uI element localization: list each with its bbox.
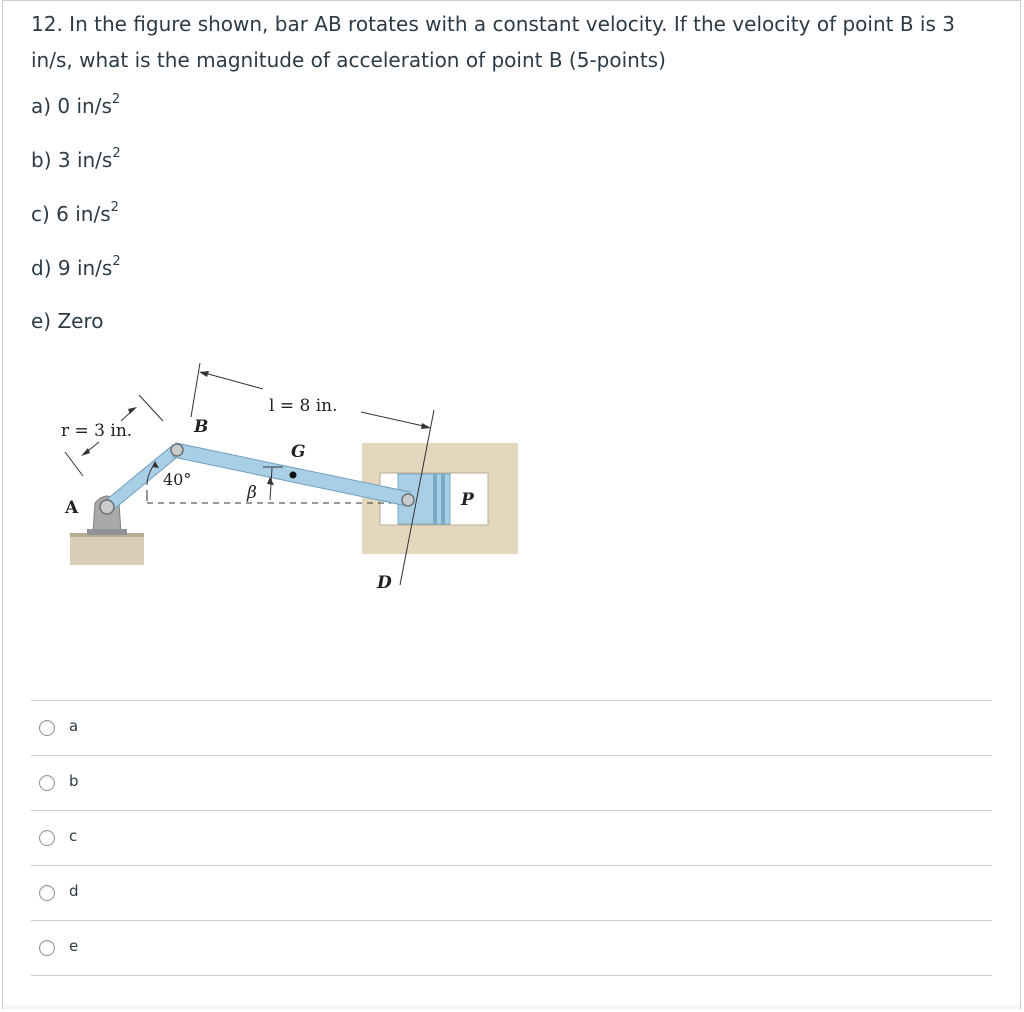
radio-a[interactable] <box>39 720 55 736</box>
answer-label-e: e <box>69 937 79 955</box>
r-dimension-tick-2 <box>139 395 163 421</box>
choice-text-c-exponent: 2 <box>110 200 119 216</box>
answer-option-c[interactable] <box>31 810 992 865</box>
label-beta: β <box>247 483 257 503</box>
choice-text-c <box>31 202 119 226</box>
answer-option-b[interactable] <box>31 755 992 810</box>
label-G: G <box>291 442 306 462</box>
choice-text-b-label: b) 3 in/s <box>31 148 113 172</box>
answer-option-a[interactable] <box>31 700 992 755</box>
l-label: l = 8 in. <box>269 396 338 416</box>
choice-text-a-label: a) 0 in/s <box>31 94 112 118</box>
choice-text-d-label: d) 9 in/s <box>31 256 113 280</box>
choice-text-e <box>31 309 104 333</box>
choice-text-b <box>31 148 121 172</box>
label-P: P <box>461 490 474 510</box>
answer-label-c: c <box>69 827 78 845</box>
radio-d[interactable] <box>39 885 55 901</box>
answer-label-a: a <box>69 717 79 735</box>
pin-D <box>402 494 414 506</box>
r-label: r = 3 in. <box>61 421 133 441</box>
label-A: A <box>65 498 79 518</box>
l-extension-1 <box>191 363 200 417</box>
pin-support-base <box>87 529 127 535</box>
radio-e[interactable] <box>39 940 55 956</box>
choice-text-a-exponent: 2 <box>111 92 121 108</box>
l-arrowhead-1 <box>199 371 209 377</box>
choice-text-e-label: e) Zero <box>31 309 104 333</box>
choice-text-d-exponent: 2 <box>112 254 121 270</box>
r-arrowhead-1 <box>81 448 90 456</box>
radio-b[interactable] <box>39 775 55 791</box>
r-dimension-tick-1 <box>65 452 83 476</box>
bottom-divider <box>3 1005 1020 1009</box>
l-arrowhead-2 <box>421 423 431 429</box>
label-D: D <box>377 573 392 593</box>
answer-list <box>31 700 992 976</box>
choice-text-d <box>31 256 121 280</box>
choice-text-b-exponent: 2 <box>112 146 121 162</box>
answer-label-b: b <box>69 772 79 790</box>
question-text: 12. In the figure shown, bar AB rotates with a constant velocity. If the velocity of point B is 3 in/s, what is the magnitude of acceleration of point B (5-points) <box>31 12 955 72</box>
answer-option-e[interactable] <box>31 920 992 976</box>
label-B: B <box>194 417 209 437</box>
center-of-mass-G <box>290 472 297 479</box>
ground-block <box>70 533 144 565</box>
choice-text-c-label: c) 6 in/s <box>31 202 111 226</box>
slider-crank-figure <box>55 355 525 600</box>
piston-ring-1 <box>433 474 437 524</box>
radio-c[interactable] <box>39 830 55 846</box>
pin-B <box>171 444 183 456</box>
choice-text-a <box>31 94 120 118</box>
piston-ring-2 <box>441 474 445 524</box>
l-dimension-line-2 <box>361 412 428 427</box>
pin-A <box>100 500 114 514</box>
answer-label-d: d <box>69 882 79 900</box>
l-dimension-line-1 <box>201 372 263 389</box>
angle-label: 40° <box>163 470 192 489</box>
answer-option-d[interactable] <box>31 865 992 920</box>
